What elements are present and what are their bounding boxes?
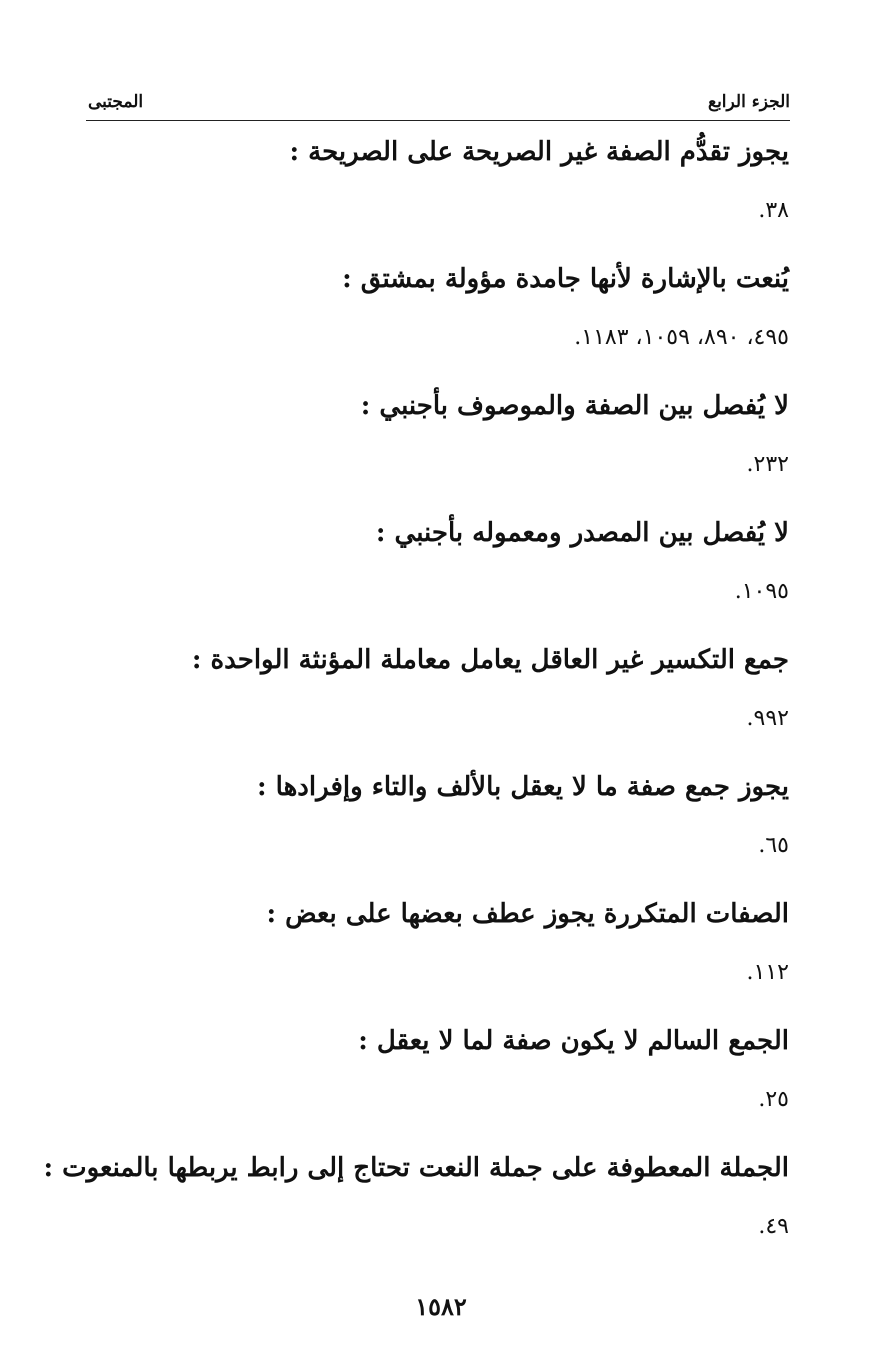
- entry-page-refs: ١١٢.: [746, 960, 789, 985]
- entry-page-refs: ١٠٩٥.: [734, 579, 789, 604]
- index-entry: [69, 255, 789, 373]
- running-header: [88, 92, 790, 120]
- entry-heading: يجوز جمع صفة ما لا يعقل بالألف والتاء وإفرادها :: [257, 772, 789, 802]
- index-entry: [69, 382, 789, 500]
- entry-page-refs: ٢٣٢.: [746, 452, 789, 477]
- entry-heading: لا يُفصل بين الصفة والموصوف بأجنبي :: [360, 391, 789, 421]
- entry-page-refs: ٢٥.: [758, 1087, 789, 1112]
- index-entry: [43, 1144, 789, 1262]
- entry-page-refs: ٩٩٢.: [746, 706, 789, 731]
- entry-heading: الجمع السالم لا يكون صفة لما لا يعقل :: [358, 1026, 789, 1056]
- page-number: ١٥٨٢: [415, 1292, 467, 1321]
- entry-page-refs: ٤٩٥، ٨٩٠، ١٠٥٩، ١١٨٣.: [574, 325, 789, 350]
- entry-heading: الجملة المعطوفة على جملة النعت تحتاج إلى رابط يربطها بالمنعوت :: [43, 1153, 789, 1183]
- entry-page-refs: ٤٩.: [758, 1214, 789, 1239]
- entry-heading: الصفات المتكررة يجوز عطف بعضها على بعض :: [266, 899, 789, 929]
- index-entries: [43, 128, 789, 1271]
- entry-heading: يُنعت بالإشارة لأنها جامدة مؤولة بمشتق :: [342, 264, 789, 294]
- entry-heading: يجوز تقدُّم الصفة غير الصريحة على الصريحة :: [289, 137, 789, 167]
- entry-heading: لا يُفصل بين المصدر ومعموله بأجنبي :: [375, 518, 789, 548]
- entry-heading: جمع التكسير غير العاقل يعامل معاملة المؤنثة الواحدة :: [191, 645, 789, 675]
- entry-page-refs: ٦٥.: [758, 833, 789, 858]
- entry-page-refs: ٣٨.: [758, 198, 789, 223]
- index-entry: [69, 1017, 789, 1135]
- chapter-label: الجزء الرابع: [708, 92, 790, 112]
- header-rule: [86, 120, 790, 121]
- index-entry: [69, 509, 789, 627]
- book-title: المجتبى: [88, 92, 144, 112]
- index-entry: [69, 763, 789, 881]
- index-entry: [69, 890, 789, 1008]
- index-entry: [69, 636, 789, 754]
- index-entry: [69, 128, 789, 246]
